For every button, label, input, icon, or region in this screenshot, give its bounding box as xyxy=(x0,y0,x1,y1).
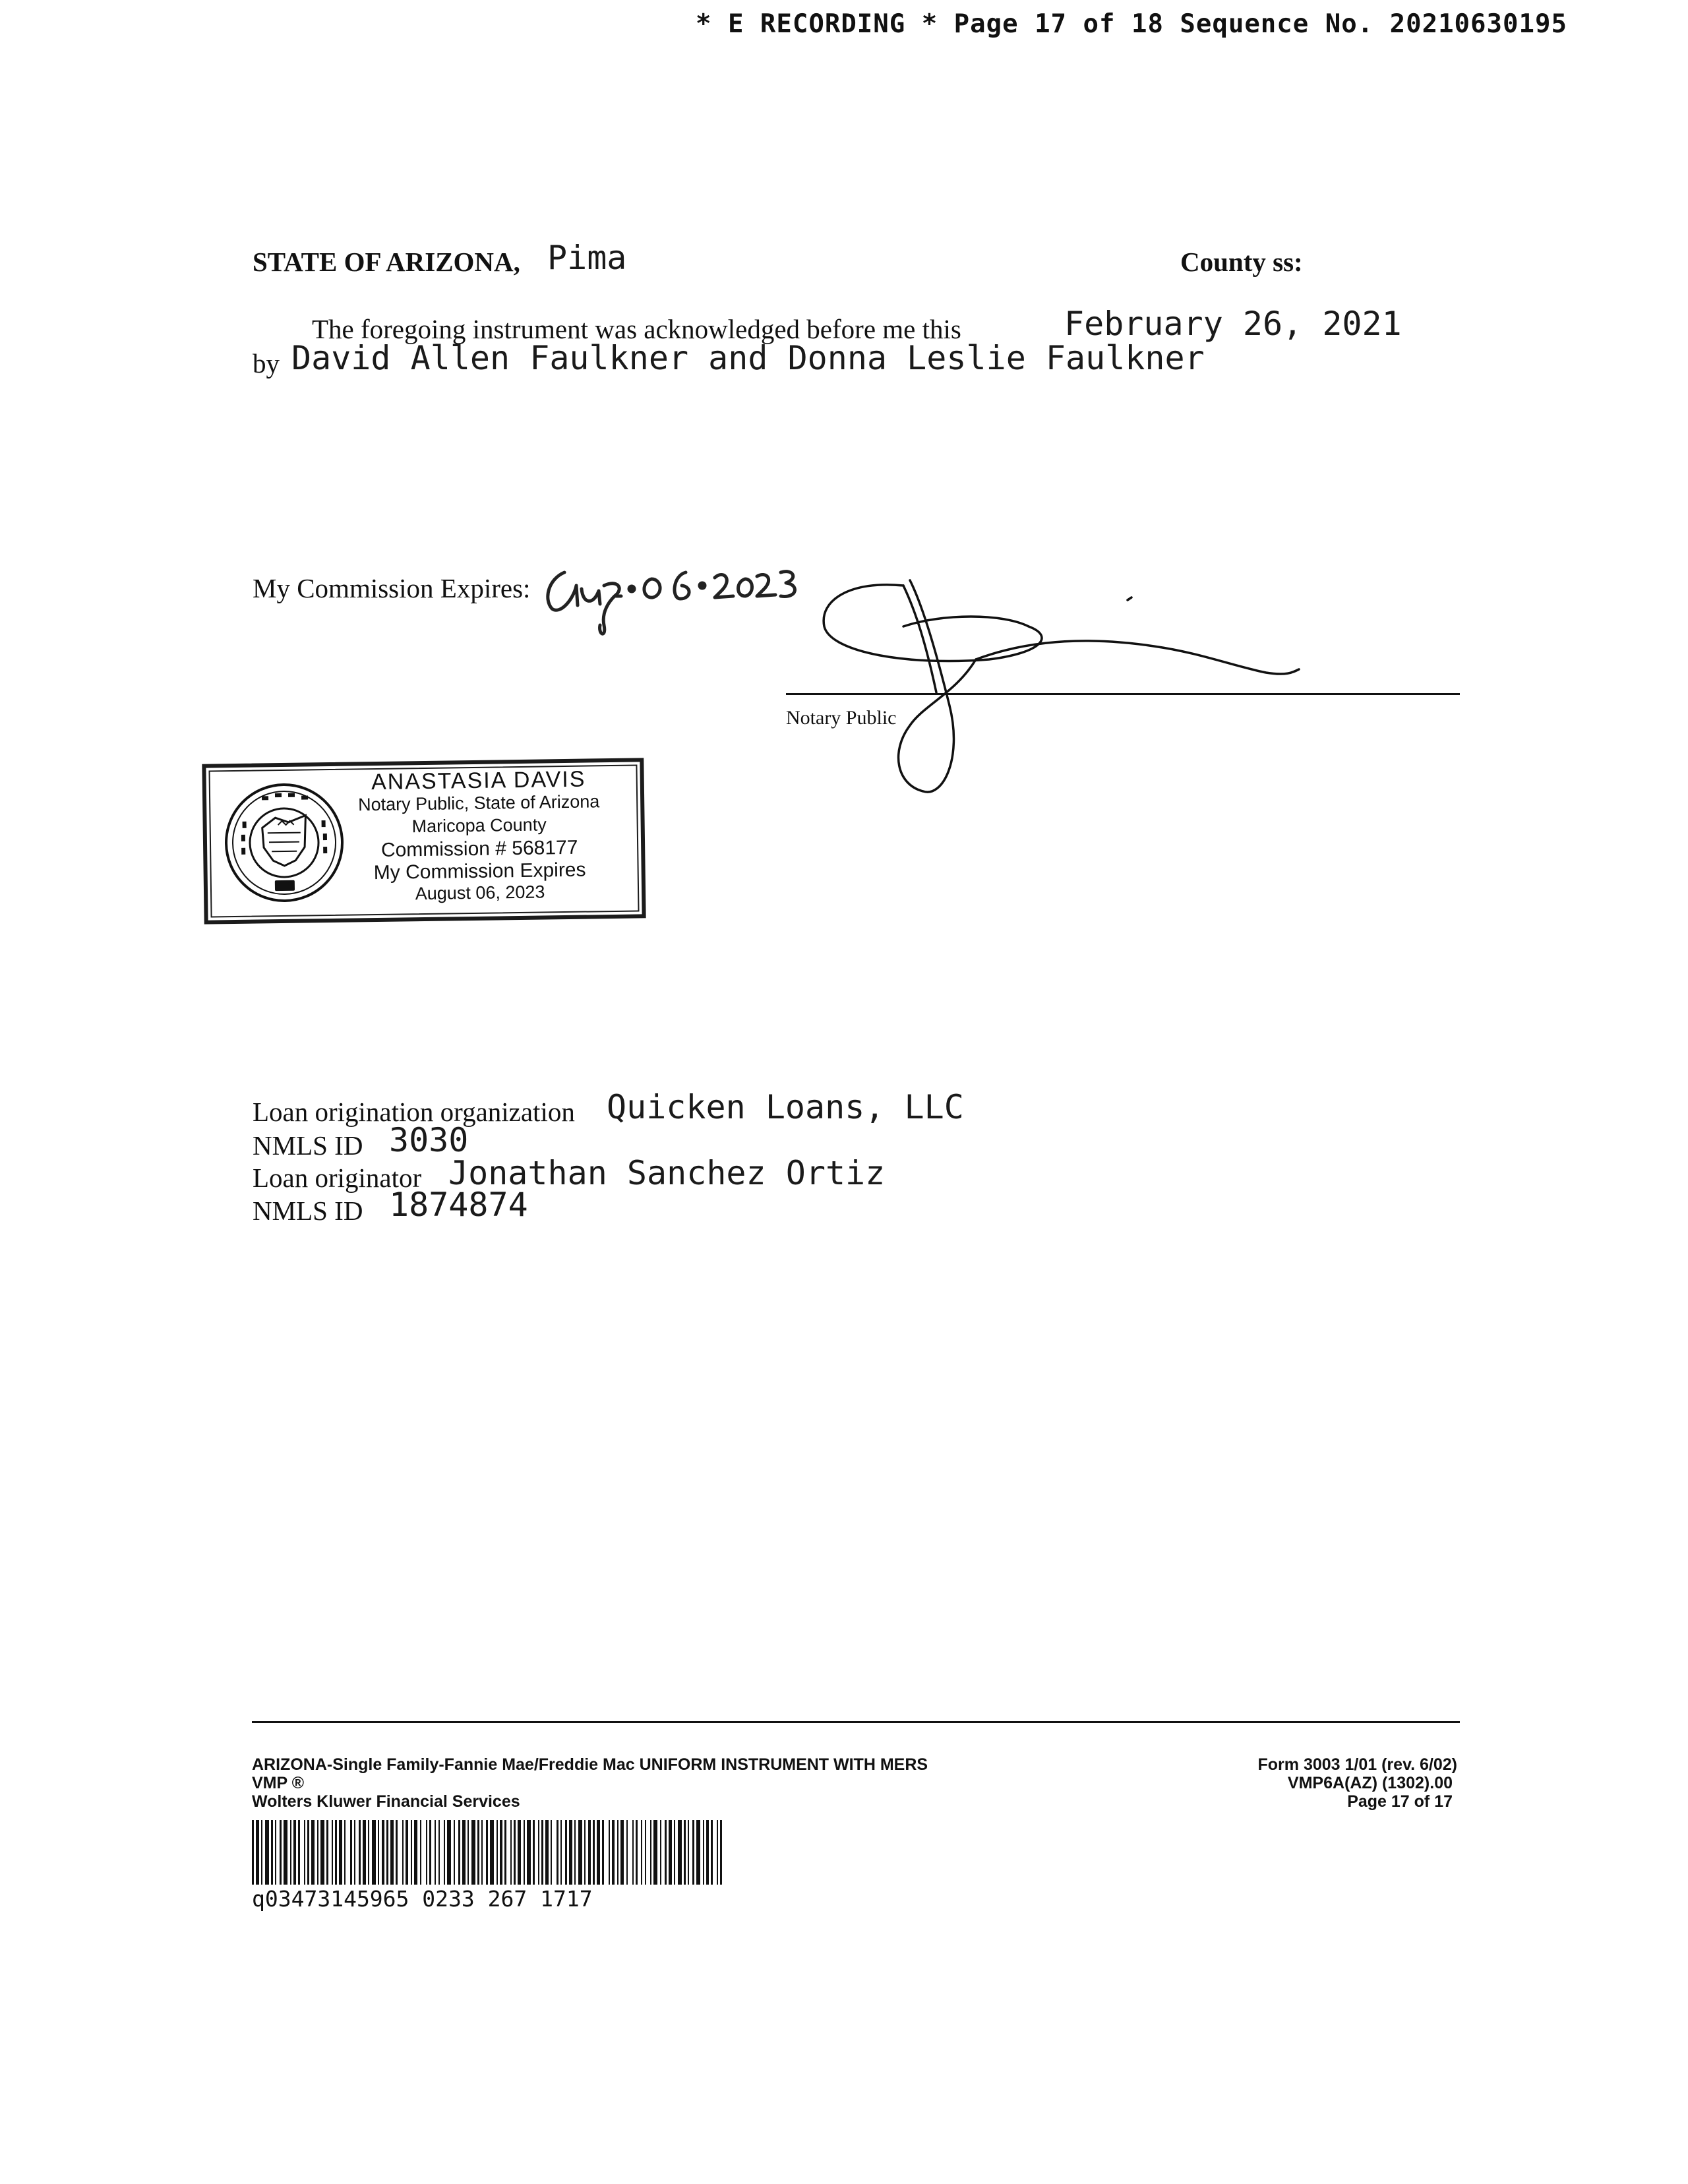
footer-form-title: ARIZONA-Single Family-Fannie Mae/Freddie Mac UNIFORM INSTRUMENT WITH MERS xyxy=(252,1755,928,1774)
stamp-commission-number: Commission # 568177 xyxy=(380,836,578,861)
notary-signature-line xyxy=(786,693,1460,695)
footer-publisher: Wolters Kluwer Financial Services xyxy=(252,1792,520,1811)
org-nmls-value: 3030 xyxy=(389,1121,469,1159)
loan-originator-value: Jonathan Sanchez Ortiz xyxy=(448,1154,886,1192)
loan-originator-label: Loan originator xyxy=(253,1163,422,1193)
by-label: by xyxy=(253,348,280,379)
acknowledgment-intro: The foregoing instrument was acknowledged before me this xyxy=(312,314,961,344)
stamp-line-1: Notary Public, State of Arizona xyxy=(357,791,600,815)
stamp-expiration-date: August 06, 2023 xyxy=(415,882,545,904)
originator-nmls-value: 1874874 xyxy=(389,1186,528,1224)
loan-org-label: Loan origination organization xyxy=(253,1097,575,1127)
stamp-line-4: My Commission Expires xyxy=(373,859,586,884)
stamp-notary-name: ANASTASIA DAVIS xyxy=(371,766,586,795)
stamp-line-2: Maricopa County xyxy=(411,814,547,837)
signers-names: David Allen Faulkner and Donna Leslie Faulkner xyxy=(291,339,1205,377)
handwritten-expiration-date xyxy=(535,553,812,638)
county-value: Pima xyxy=(547,239,627,277)
footer-vmp: VMP ® xyxy=(252,1774,305,1792)
acknowledgment-date: February 26, 2021 xyxy=(1064,305,1402,343)
arizona-state-seal-icon xyxy=(222,781,347,905)
barcode-icon xyxy=(252,1820,724,1885)
county-label: County ss: xyxy=(1180,247,1303,277)
notary-public-label: Notary Public xyxy=(786,707,897,729)
recording-header: * E RECORDING * Page 17 of 18 Sequence No. 20210630195 xyxy=(696,9,1567,39)
barcode-number: q03473145965 0233 267 1717 xyxy=(252,1886,593,1912)
notary-stamp xyxy=(202,758,646,924)
notary-signature xyxy=(811,574,1325,811)
originator-nmls-label: NMLS ID xyxy=(253,1196,363,1226)
commission-expires-label: My Commission Expires: xyxy=(253,573,531,603)
footer-rule xyxy=(252,1721,1460,1723)
footer-form-number: Form 3003 1/01 (rev. 6/02) xyxy=(1257,1755,1457,1774)
state-label: STATE OF ARIZONA, xyxy=(253,247,520,277)
org-nmls-label: NMLS ID xyxy=(253,1130,363,1161)
loan-org-value: Quicken Loans, LLC xyxy=(607,1088,964,1126)
footer-page-number: Page 17 of 17 xyxy=(1347,1792,1453,1811)
footer-vmp-code: VMP6A(AZ) (1302).00 xyxy=(1287,1774,1453,1792)
